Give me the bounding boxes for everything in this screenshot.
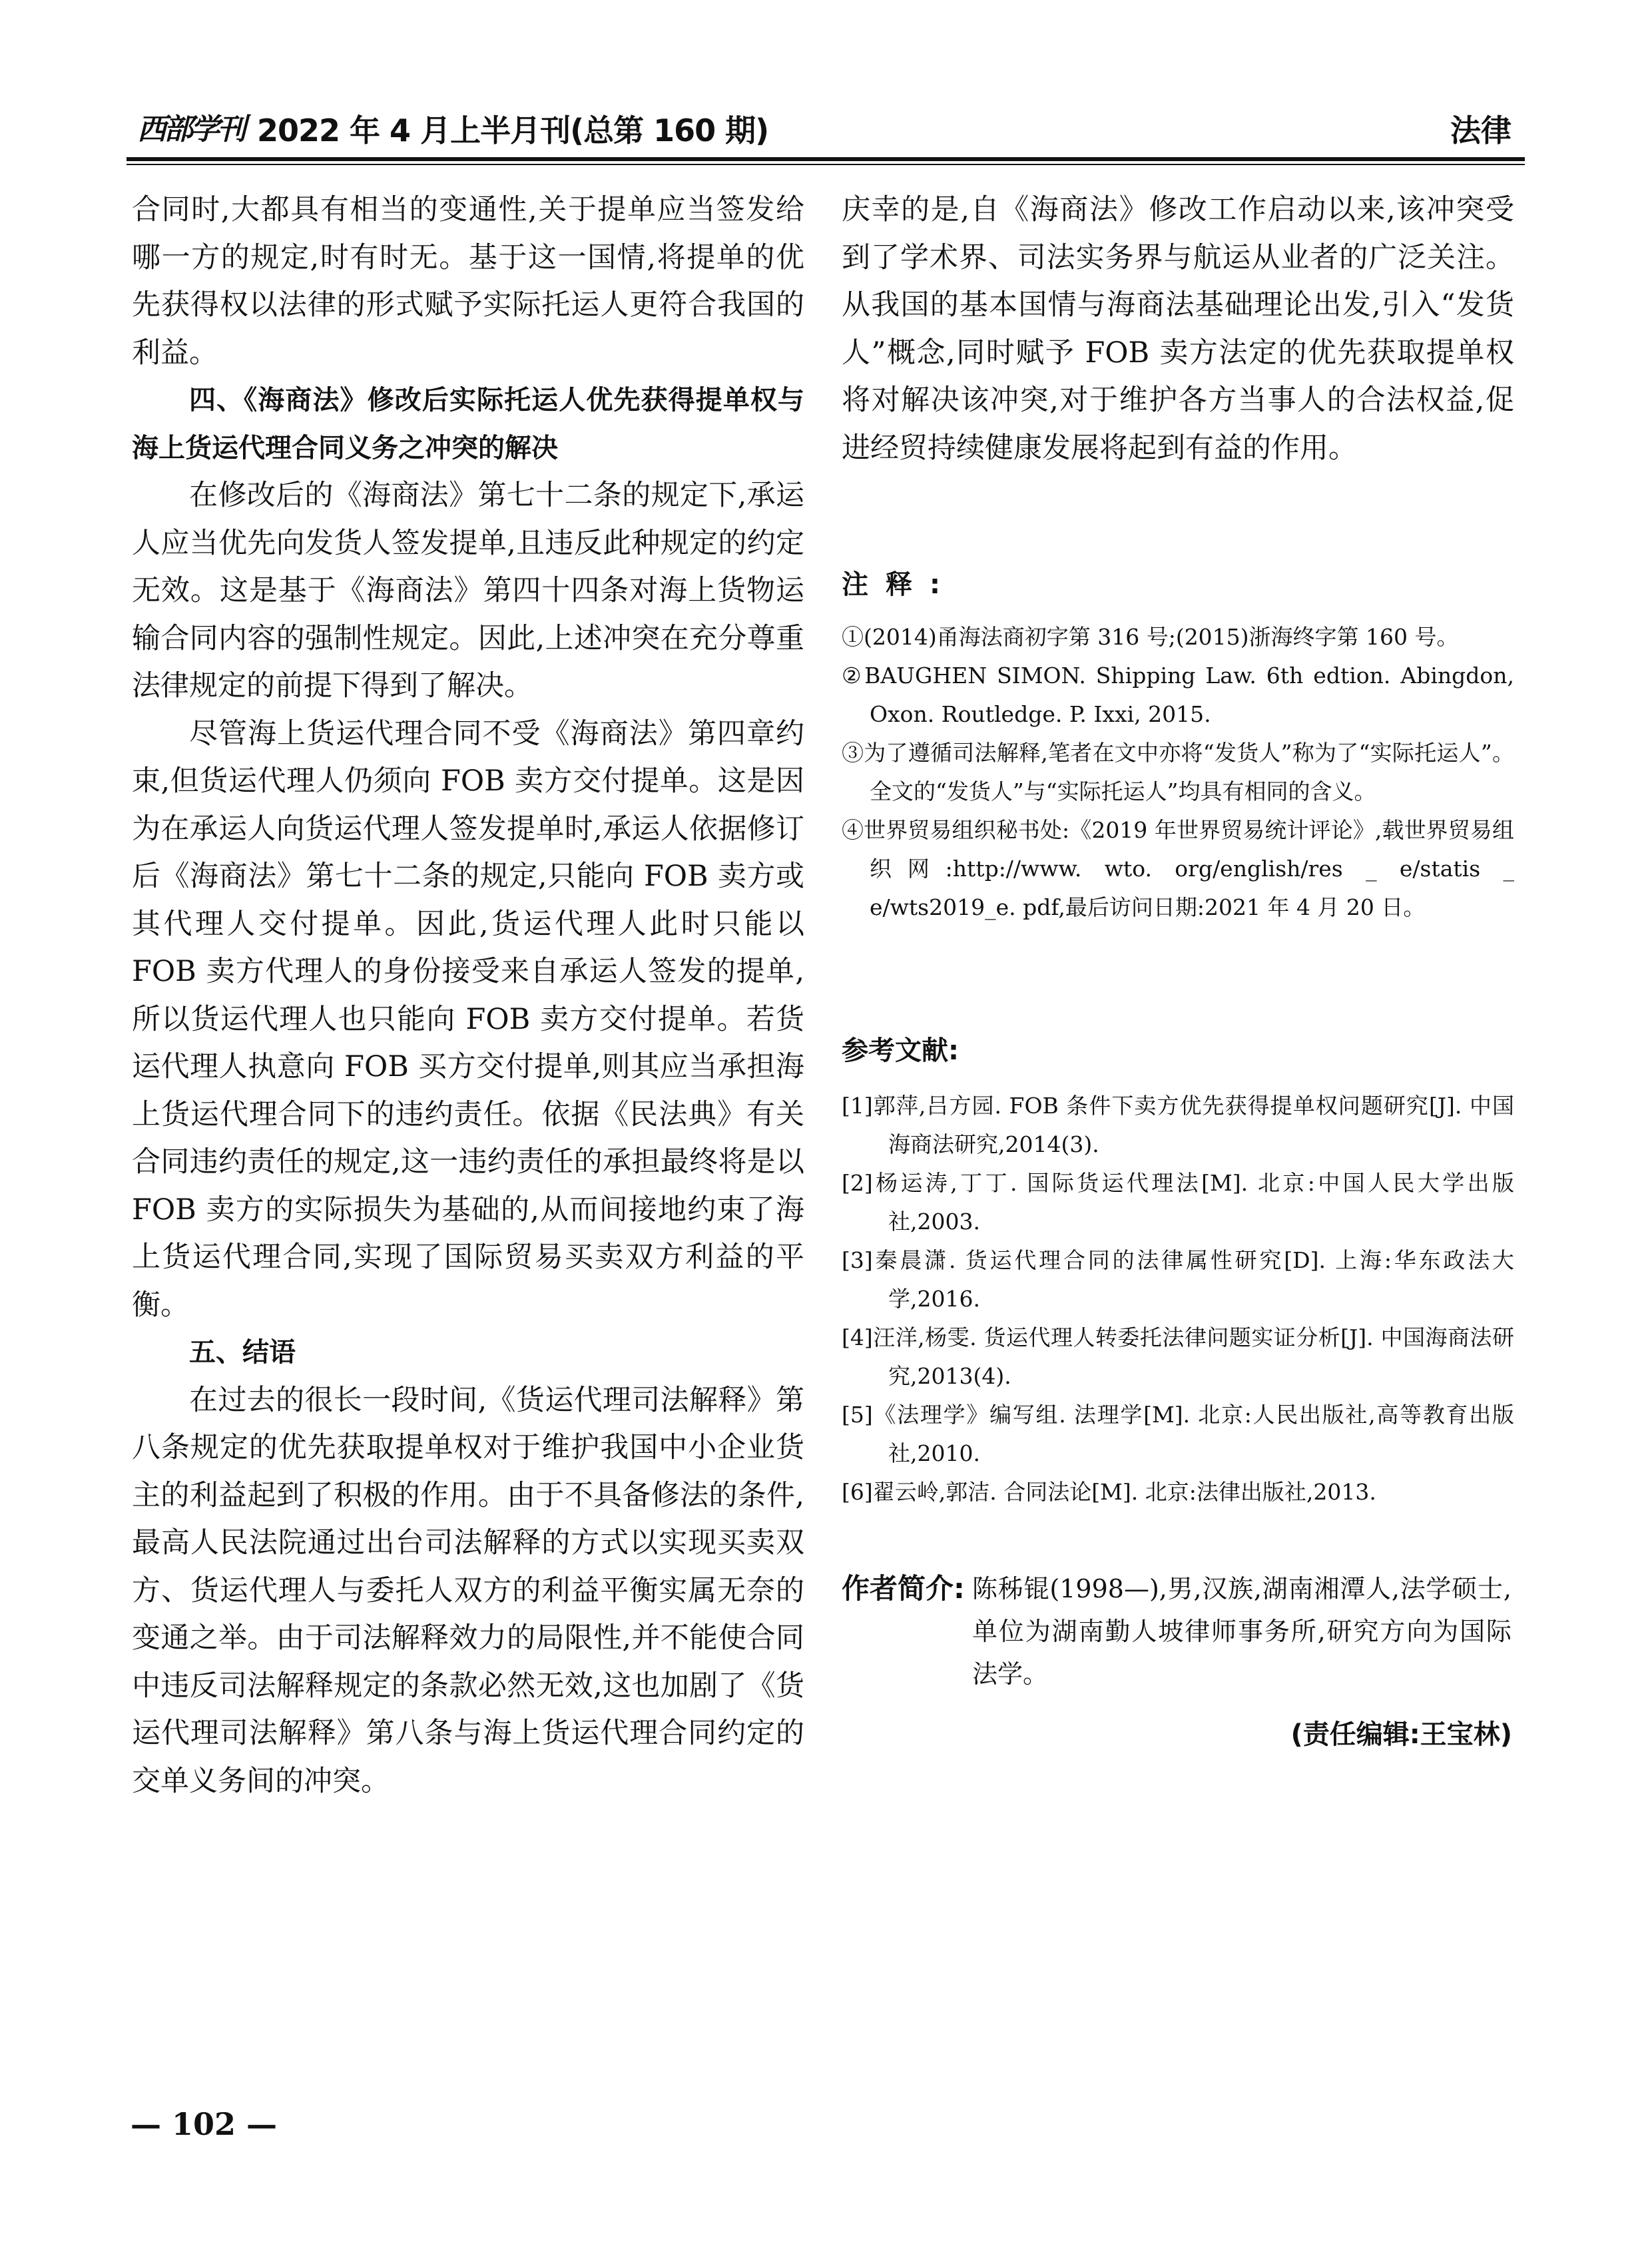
notes-section (842, 565, 1514, 927)
reference-item: [3]秦晨潇. 货运代理合同的法律属性研究[D]. 上海:华东政法大学,2016. (842, 1247, 1514, 1312)
header-rule-thin (127, 164, 1525, 165)
issue-info: 2022 年 4 月上半月刊(总第 160 期) (257, 113, 769, 148)
page-number: — 102 — (131, 2106, 278, 2142)
paragraph: 庆幸的是,自《海商法》修改工作启动以来,该冲突受到了学术界、司法实务界与航运从业者的广泛关注。从我国的基本国情与海商法基础理论出发,引入“发货人”概念,同时赋予 FOB 卖方法定的优先获取提单权将对解决该冲突,对于维护各方当事人的合法权益,促进经贸持续健康发展将起到有益的作用。 (842, 193, 1514, 465)
paragraph: 在过去的很长一段时间,《货运代理司法解释》第八条规定的优先获取提单权对于维护我国中小企业货主的利益起到了积极的作用。由于不具备修法的条件,最高人民法院通过出台司法解释的方式以实现买卖双方、货运代理人与委托人双方的利益平衡实属无奈的变通之举。由于司法解释效力的局限性,并不能使合同中违反司法解释规定的条款必然无效,这也加剧了《货运代理司法解释》第八条与海上货运代理合同约定的交单义务间的冲突。 (132, 1383, 804, 1798)
responsible-editor: (责任编辑:王宝林) (1290, 1719, 1512, 1750)
reference-item: [4]汪洋,杨雯. 货运代理人转委托法律问题实证分析[J]. 中国海商法研究,2013(4). (842, 1324, 1514, 1389)
paragraph: 尽管海上货运代理合同不受《海商法》第四章约束,但货运代理人仍须向 FOB 卖方交付提单。这是因为在承运人向货运代理人签发提单时,承运人依据修订后《海商法》第七十二条的规定,只能向 FOB 卖方或其代理人交付提单。因此,货运代理人此时只能以 FOB 卖方代理人的身份接受来自承运人签发的提单,所以货运代理人也只能向 FOB 卖方交付提单。若货运代理人执意向 FOB 买方交付提单,则其应当承担海上货运代理合同下的违约责任。依据《民法典》有关合同违约责任的规定,这一违约责任的承担最终将是以 FOB 卖方的实际损失为基础的,从而间接地约束了海上货运代理合同,实现了国际贸易买卖双方利益的平衡。 (132, 716, 804, 1322)
left-column (132, 186, 804, 1805)
notes-title: 注释: (842, 569, 958, 600)
reference-item: [1]郭萍,吕方园. FOB 条件下卖方优先获得提单权问题研究[J]. 中国海商法研究,2014(3). (842, 1093, 1514, 1157)
notes-list (842, 618, 1514, 927)
header-rule (127, 157, 1525, 161)
section-heading: 四、《海商法》修改后实际托运人优先获得提单权与海上货运代理合同义务之冲突的解决 (132, 385, 804, 463)
reference-item: [6]翟云岭,郭洁. 合同法论[M]. 北京:法律出版社,2013. (842, 1479, 1376, 1505)
right-column (842, 186, 1514, 472)
paragraph: 在修改后的《海商法》第七十二条的规定下,承运人应当优先向发货人签发提单,且违反此种规定的约定无效。这是基于《海商法》第四十四条对海上货物运输合同内容的强制性规定。因此,上述冲突在充分尊重法律规定的前提下得到了解决。 (132, 479, 804, 702)
running-header (127, 107, 1525, 166)
section-heading: 五、结语 (189, 1337, 296, 1368)
paragraph: 合同时,大都具有相当的变通性,关于提单应当签发给哪一方的规定,时有时无。基于这一国情,将提单的优先获得权以法律的形式赋予实际托运人更符合我国的利益。 (132, 193, 804, 370)
note-item: ④世界贸易组织秘书处:《2019 年世界贸易统计评论》,载世界贸易组织网:http://www. wto. org/english/res _ e/statis _ e/wts2019_e. pdf,最后访问日期:2021 年 4 月 20 日。 (842, 817, 1514, 920)
reference-item: [5]《法理学》编写组. 法理学[M]. 北京:人民出版社,高等教育出版社,2010. (842, 1402, 1514, 1466)
note-item: ①(2014)甬海法商初字第 316 号;(2015)浙海终字第 160 号。 (842, 624, 1459, 650)
references-title: 参考文献: (842, 1035, 959, 1066)
references-section (842, 1031, 1514, 1512)
journal-logo: 西部学刊 (137, 113, 244, 146)
note-item: ②BAUGHEN SIMON. Shipping Law. 6th edtion. Abingdon, Oxon. Routledge. P. Ixxi, 2015. (842, 663, 1514, 727)
section-label: 法律 (1450, 113, 1512, 148)
author-label: 作者简介: (842, 1572, 965, 1605)
author-text: 陈秭锟(1998—),男,汉族,湖南湘潭人,法学硕士,单位为湖南勤人坡律师事务所,研究方向为国际法学。 (972, 1574, 1512, 1689)
reference-item: [2]杨运涛,丁丁. 国际货运代理法[M]. 北京:中国人民大学出版社,2003. (842, 1170, 1514, 1235)
note-item: ③为了遵循司法解释,笔者在文中亦将“发货人”称为了“实际托运人”。全文的“发货人”与“实际托运人”均具有相同的含义。 (842, 740, 1514, 804)
references-list (842, 1087, 1514, 1512)
